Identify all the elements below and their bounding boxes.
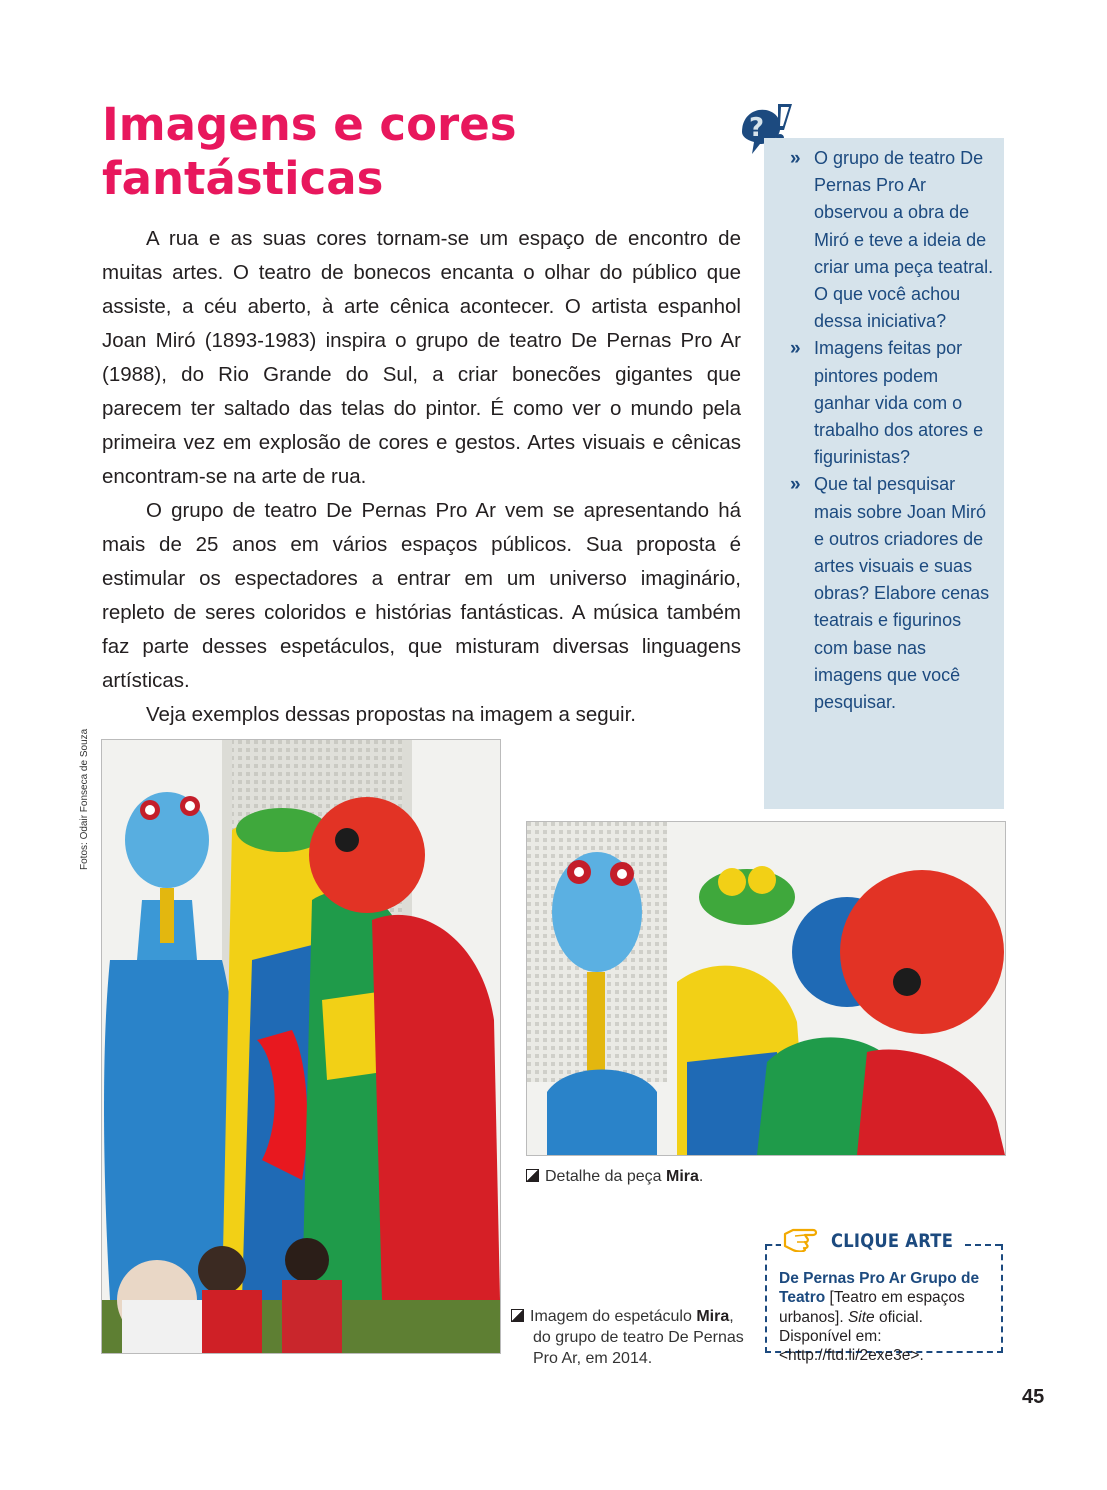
sidebar-questions (764, 138, 1004, 809)
detail-photo (526, 821, 1006, 1156)
paragraph: Veja exemplos dessas propostas na imagem a seguir. (146, 703, 636, 726)
svg-text:?: ? (749, 113, 765, 143)
detail-photo-caption: Detalhe da peça Mira. (526, 1166, 926, 1187)
pointing-hand-icon (783, 1222, 827, 1252)
bullet-icon: » (790, 148, 801, 169)
list-item: » O grupo de teatro De Pernas Pro Ar observou a obra de Miró e teve a ideia de criar uma peça teatral. O que você achou dessa iniciativa? (790, 145, 994, 335)
list-item: » Imagens feitas por pintores podem ganhar vida com o trabalho dos atores e figurinistas? (790, 335, 994, 471)
page-title: Imagens e cores fantásticas (102, 98, 517, 205)
body-text (102, 222, 741, 732)
clique-arte-box: CLIQUE ARTE De Pernas Pro Ar Grupo de Teatro [Teatro em espaços urbanos]. Site oficial. Disponível em: <http://ftd.li/2exe3e>. (765, 1244, 1003, 1353)
paragraph: A rua e as suas cores tornam-se um espaço de encontro de muitas artes. O teatro de bonecos encanta o olhar do público que assiste, a céu aberto, à arte cênica acontecer. O artista espanhol Joan Miró (1893-1983) inspira o grupo de teatro De Pernas Pro Ar (1988), do Rio Grande do Sul, a criar bonecões gigantes que parecem ter saltado das telas do pintor. É como ver o mundo pela primeira vez em explosão de cores e gestos. Artes visuais e cênicas encontram-se na arte de rua. (102, 227, 741, 488)
bullet-icon: » (790, 338, 801, 360)
main-photo (101, 739, 501, 1354)
caption-marker-icon (526, 1169, 539, 1182)
caption-marker-icon (511, 1309, 524, 1322)
page-number: 45 (1022, 1386, 1045, 1408)
clique-arte-title: CLIQUE ARTE (831, 1230, 954, 1252)
list-item: » Que tal pesquisar mais sobre Joan Miró e outros criadores de artes visuais e suas obras? Elabore cenas teatrais e figurinos com base nas imagens que você pesquisar. (790, 471, 994, 716)
paragraph: O grupo de teatro De Pernas Pro Ar vem se apresentando há mais de 25 anos em vários espaços públicos. Sua proposta é estimular os espectadores a entrar em um universo imaginário, repleto de seres coloridos e histórias fantásticas. A música também faz parte desses espetáculos, que misturam diversas linguagens artísticas. (102, 499, 741, 692)
bullet-icon: » (790, 474, 801, 496)
link-name: De Pernas Pro Ar Grupo de Teatro (779, 1270, 980, 1307)
photo-credit: Fotos: Odair Fonseca de Souza (79, 728, 90, 870)
main-photo-caption: Imagem do espetáculo Mira, do grupo de teatro De Pernas Pro Ar, em 2014. (511, 1306, 748, 1369)
